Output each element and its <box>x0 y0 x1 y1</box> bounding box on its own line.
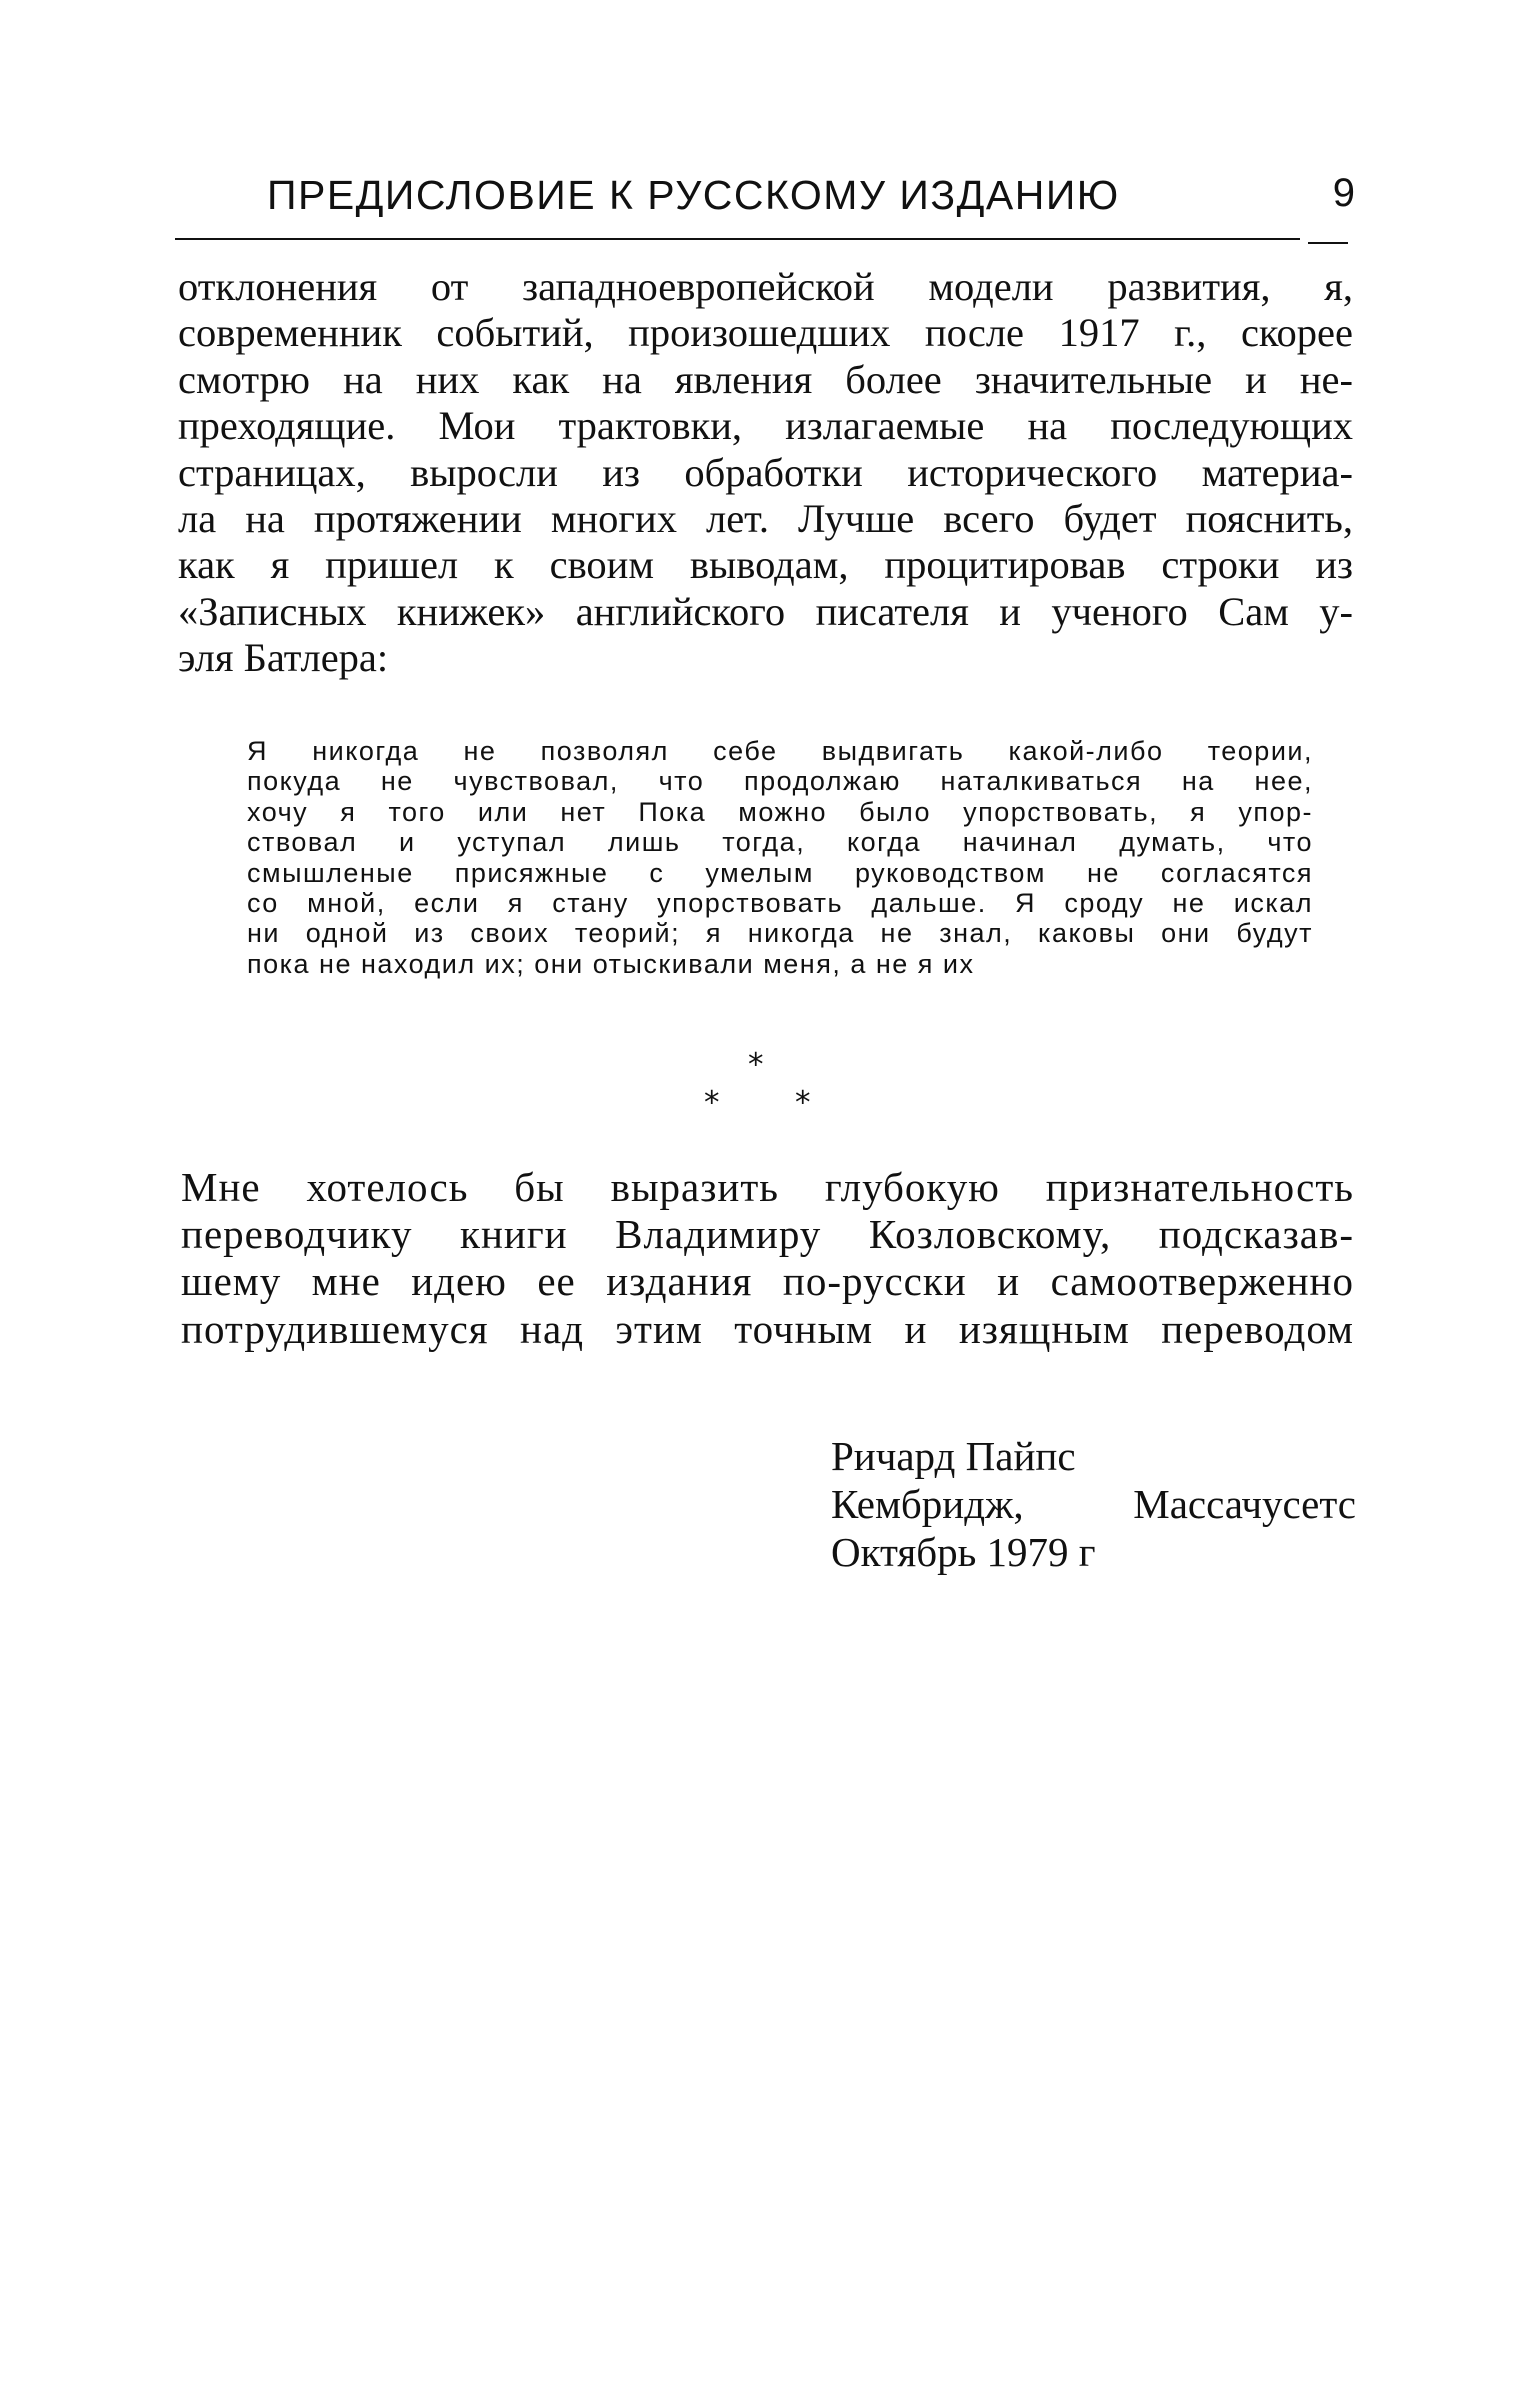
quote-line: покуда не чувствовал, что продолжаю наталкиваться на нее, <box>247 766 1313 797</box>
text-line: смотрю на них как на явления более значительные и не- <box>178 356 1353 402</box>
author-name: Ричард Пайпс <box>831 1433 1076 1479</box>
quote-line: ствовал и уступал лишь тогда, когда начинал думать, что <box>247 827 1313 858</box>
text-line: как я пришел к своим выводам, процитировав строки из <box>178 542 1353 588</box>
acknowledgement-line: переводчику книги Владимиру Козловскому, подсказав- <box>181 1211 1354 1258</box>
author-location: Кембридж, Массачусетс <box>831 1480 1356 1527</box>
text-line: страницах, выросли из обработки исторического материа- <box>178 449 1353 495</box>
asterisk-icon: * <box>704 1085 720 1121</box>
text-line: преходящие. Мои трактовки, излагаемые на последующих <box>178 403 1353 449</box>
asterisk-icon: * <box>795 1085 811 1121</box>
quote-line: пока не находил их; они отыскивали меня, а не я их <box>247 948 975 979</box>
quote-line: ни одной из своих теорий; я никогда не знал, каковы они будут <box>247 918 1313 949</box>
text-line: современник событий, произошедших после 1917 г., скорее <box>178 310 1353 356</box>
text-line: отклонения от западноевропейской модели развития, я, <box>178 264 1353 309</box>
page-number-rule <box>1308 242 1348 244</box>
page-title: ПРЕДИСЛОВИЕ К РУССКОМУ ИЗДАНИЮ <box>267 172 1120 218</box>
main-paragraph <box>178 264 1353 682</box>
text-line: ла на протяжении многих лет. Лучше всего будет пояснить, <box>178 495 1353 541</box>
acknowledgement-line: потрудившемуся над этим точным и изящным переводом <box>181 1305 1354 1352</box>
text-line: «Записных книжек» английского писателя и ученого Сам у- <box>178 588 1353 634</box>
signature-date: Октябрь 1979 г <box>831 1528 1096 1575</box>
header-rule <box>175 238 1300 240</box>
quote-line: хочу я того или нет Пока можно было упорствовать, я упор- <box>247 796 1313 827</box>
quote-line: Я никогда не позволял себе выдвигать какой-либо теории, <box>247 736 1313 766</box>
section-separator <box>704 1047 824 1121</box>
quote-line: смышленые присяжные с умелым руководством не согласятся <box>247 857 1313 888</box>
acknowledgement-line: Мне хотелось бы выразить глубокую признательность <box>181 1164 1354 1210</box>
asterisk-icon: * <box>748 1047 764 1083</box>
author-signature <box>831 1433 1356 1576</box>
running-header <box>175 160 1355 240</box>
acknowledgement-line: шему мне идею ее издания по-русски и самоотверженно <box>181 1258 1354 1305</box>
quote-line: со мной, если я стану упорствовать дальше. Я сроду не искал <box>247 887 1313 918</box>
page-number: 9 <box>1332 171 1355 215</box>
butler-quote <box>247 736 1313 979</box>
acknowledgement-paragraph <box>181 1164 1354 1353</box>
text-line: эля Батлера: <box>178 635 389 681</box>
